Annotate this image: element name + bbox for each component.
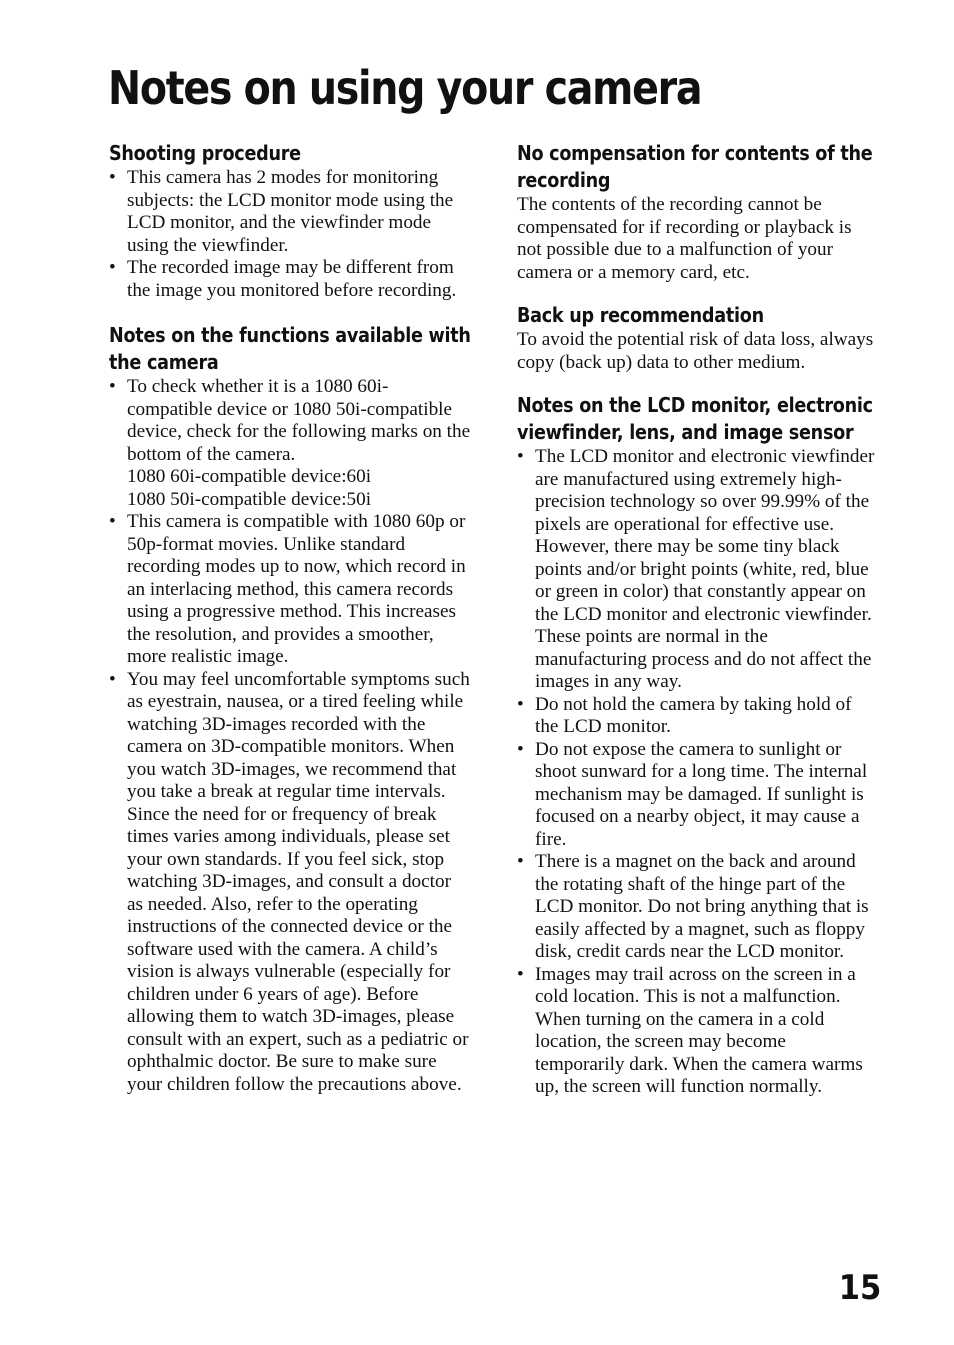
bullet-item: • The recorded image may be different from the image you monitored before recording. [109, 257, 471, 302]
section-text: The contents of the recording cannot be compensated for if recording or playback is not possible due to a malfunction of your camera or a memory card, etc. [517, 194, 852, 283]
section-functions [109, 322, 471, 1096]
bullet-text: To check whether it is a 1080 60i-compatible device or 1080 50i-compatible device, check for the following marks on the bottom of the camera. [127, 376, 471, 465]
section-shooting-procedure [109, 140, 471, 302]
bullet-item: • Do not hold the camera by taking hold of the LCD monitor. [517, 694, 879, 739]
left-column [109, 140, 471, 1096]
bullet-item [109, 376, 471, 511]
bullet-list [517, 446, 879, 1099]
compat-mark-60i: 1080 60i-compatible device:60i [127, 466, 372, 487]
bullet-item: • This camera is compatible with 1080 60p or 50p-format movies. Unlike standard recording modes up to now, which record in an interlacing method, this camera records using a progressive method. This increases the resolution, and provides a smoother, more realistic image. [109, 511, 471, 669]
section-heading: No compensation for contents of the recording [517, 141, 873, 192]
section-text: To avoid the potential risk of data loss, always copy (back up) data to other medium. [517, 329, 874, 373]
section-heading: Back up recommendation [517, 303, 764, 327]
bullet-item: • This camera has 2 modes for monitoring subjects: the LCD monitor mode using the LCD monitor, and the viewfinder mode using the viewfinder. [109, 167, 471, 257]
section-heading: Shooting procedure [109, 141, 301, 165]
section-heading: Notes on the LCD monitor, electronic viewfinder, lens, and image sensor [517, 393, 873, 444]
bullet-item: • Do not expose the camera to sunlight or shoot sunward for a long time. The internal mechanism may be damaged. If sunlight is focused on a nearby object, it may cause a fire. [517, 739, 879, 852]
bullet-item: • You may feel uncomfortable symptoms such as eyestrain, nausea, or a tired feeling while watching 3D-images recorded with the camera on 3D-compatible monitors. When you watch 3D-images, we recommend that you take a break at regular time intervals. Since the need for or frequency of break times varies among individuals, please set your own standards. If you feel sick, stop watching 3D-images, and consult a doctor as needed. Also, refer to the operating instructions of the connected device or the software used with the camera. A child’s vision is always vulnerable (especially for children under 6 years of age). Before allowing them to watch 3D-images, please consult with an expert, such as a pediatric or ophthalmic doctor. Be sure to make sure your children follow the precautions above. [109, 669, 471, 1097]
page-number: 15 [838, 1268, 881, 1308]
section-no-compensation [517, 140, 879, 284]
compat-mark-50i: 1080 50i-compatible device:50i [127, 488, 372, 510]
section-heading: Notes on the functions available with the camera [109, 323, 471, 374]
bullet-list [109, 376, 471, 1096]
bullet-item: • Images may trail across on the screen in a cold location. This is not a malfunction. When turning on the camera in a cold location, the screen may become temporarily dark. When the camera warms up, the screen will function normally. [517, 964, 879, 1099]
bullet-list [109, 167, 471, 302]
page-title: Notes on using your camera [108, 61, 702, 115]
right-column [517, 140, 879, 1099]
section-lcd-notes [517, 392, 879, 1099]
bullet-item: • There is a magnet on the back and around the rotating shaft of the hinge part of the LCD monitor. Do not bring anything that is easily affected by a magnet, such as floppy disk, credit cards near the LCD monitor. [517, 851, 879, 964]
bullet-item: • The LCD monitor and electronic viewfinder are manufactured using extremely high-precision technology so over 99.99% of the pixels are operational for effective use. However, there may be some tiny black points and/or bright points (white, red, blue or green in color) that constantly appear on the LCD monitor and electronic viewfinder. These points are normal in the manufacturing process and do not affect the images in any way. [517, 446, 879, 694]
section-backup [517, 302, 879, 374]
